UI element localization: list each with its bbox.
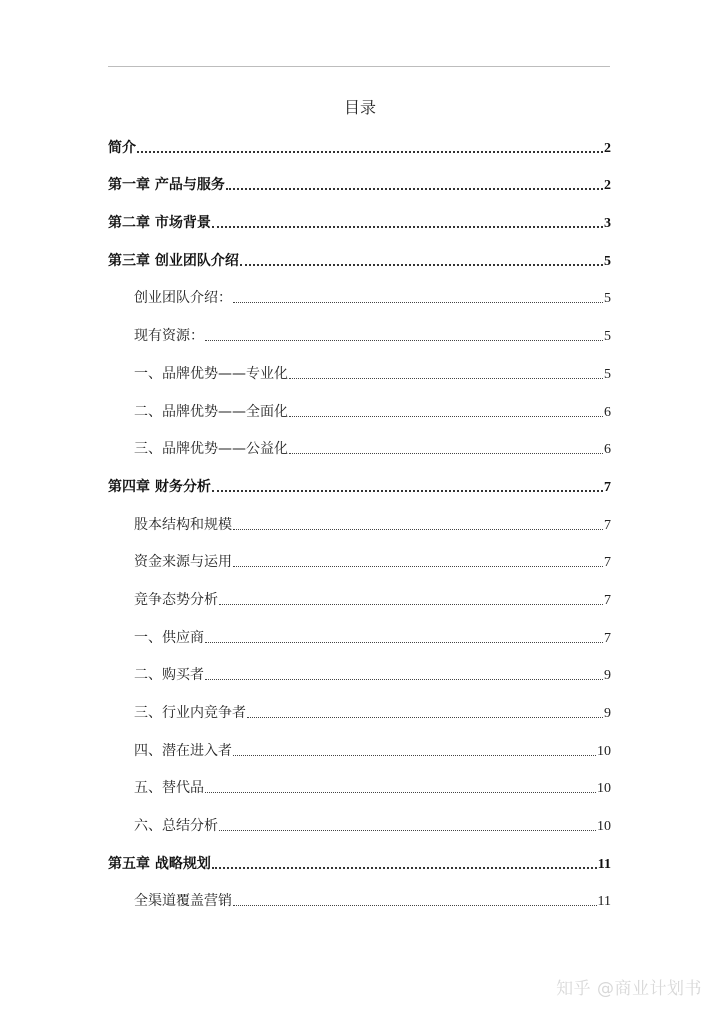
- toc-page-number: 7: [604, 517, 611, 533]
- toc-entry-omnichannel[interactable]: [108, 879, 611, 917]
- toc-entry-competitors[interactable]: [108, 690, 611, 728]
- table-of-contents: [108, 125, 611, 916]
- dot-leader: [219, 830, 596, 831]
- dot-leader: [233, 529, 603, 530]
- toc-entry-summary[interactable]: [108, 803, 611, 841]
- toc-entry-label: 第二章 市场背景: [108, 215, 211, 232]
- toc-entry-substitutes[interactable]: [108, 766, 611, 804]
- toc-entry-label: 创业团队介绍：: [134, 290, 232, 307]
- dot-leader: [233, 905, 597, 906]
- dot-leader: [205, 679, 603, 680]
- toc-entry-equity-structure[interactable]: [108, 502, 611, 540]
- toc-entry-suppliers[interactable]: [108, 615, 611, 653]
- dot-leader: [233, 302, 603, 303]
- toc-entry-chapter-3[interactable]: [108, 238, 611, 276]
- toc-page-number: 3: [604, 216, 611, 232]
- dot-leader: [212, 867, 597, 869]
- toc-entry-label: 竞争态势分析: [134, 591, 218, 608]
- toc-page-number: 9: [604, 668, 611, 684]
- toc-entry-brand-professional[interactable]: [108, 351, 611, 389]
- toc-entry-intro[interactable]: [108, 125, 611, 163]
- dot-leader: [205, 340, 603, 341]
- toc-entry-chapter-4[interactable]: [108, 464, 611, 502]
- toc-entry-buyers[interactable]: [108, 653, 611, 691]
- toc-entry-competition[interactable]: [108, 577, 611, 615]
- dot-leader: [289, 378, 603, 379]
- toc-page-number: 5: [604, 291, 611, 307]
- toc-page-number: 10: [597, 743, 611, 759]
- toc-page-number: 5: [604, 329, 611, 345]
- dot-leader: [247, 717, 603, 718]
- toc-entry-label: 现有资源：: [134, 328, 204, 345]
- toc-page-number: 10: [597, 781, 611, 797]
- toc-page-number: 7: [604, 555, 611, 571]
- toc-entry-label: 三、品牌优势——公益化: [134, 441, 288, 458]
- toc-entry-label: 二、品牌优势——全面化: [134, 403, 288, 420]
- toc-page-number: 6: [604, 442, 611, 458]
- toc-entry-label: 三、行业内竞争者: [134, 705, 246, 721]
- toc-entry-new-entrants[interactable]: [108, 728, 611, 766]
- dot-leader: [240, 264, 603, 266]
- toc-entry-chapter-1[interactable]: [108, 163, 611, 201]
- toc-entry-label: 股本结构和规模: [134, 516, 232, 533]
- toc-entry-brand-comprehensive[interactable]: [108, 389, 611, 427]
- toc-title: 目录: [343, 98, 376, 117]
- toc-page-number: 11: [597, 856, 611, 872]
- toc-entry-label: 一、品牌优势——专业化: [134, 365, 288, 382]
- toc-entry-label: 全渠道覆盖营销: [134, 893, 232, 910]
- dot-leader: [205, 792, 596, 793]
- toc-page-number: 6: [604, 404, 611, 420]
- toc-entry-team-intro[interactable]: [108, 276, 611, 314]
- dot-leader: [233, 566, 603, 567]
- dot-leader: [219, 604, 603, 605]
- toc-page-number: 7: [604, 479, 611, 495]
- toc-entry-chapter-2[interactable]: [108, 200, 611, 238]
- toc-entry-label: 第五章 战略规划: [108, 855, 211, 872]
- dot-leader: [205, 642, 603, 643]
- dot-leader: [212, 226, 603, 228]
- toc-entry-label: 第一章 产品与服务: [108, 177, 225, 194]
- toc-page-number: 2: [604, 178, 611, 194]
- dot-leader: [233, 755, 596, 756]
- watermark: 知乎 @商业计划书: [556, 979, 702, 999]
- toc-entry-funding[interactable]: [108, 540, 611, 578]
- toc-page-number: 7: [604, 630, 611, 646]
- toc-page-number: 11: [597, 894, 611, 910]
- toc-entry-existing-resources[interactable]: [108, 313, 611, 351]
- toc-page-number: 9: [604, 706, 611, 721]
- toc-page-number: 5: [604, 253, 611, 269]
- toc-entry-label: 五、替代品: [134, 780, 204, 797]
- dot-leader: [212, 490, 603, 492]
- toc-entry-label: 简介: [108, 139, 136, 156]
- dot-leader: [289, 453, 603, 454]
- toc-page-number: 5: [604, 366, 611, 382]
- toc-page-number: 2: [604, 140, 611, 156]
- toc-entry-label: 第三章 创业团队介绍: [108, 252, 239, 269]
- toc-entry-label: 四、潜在进入者: [134, 742, 232, 759]
- toc-page-number: 7: [604, 592, 611, 608]
- toc-entry-label: 资金来源与运用: [134, 554, 232, 571]
- dot-leader: [289, 416, 603, 417]
- dot-leader: [226, 188, 603, 190]
- header-rule: [108, 66, 610, 67]
- dot-leader: [137, 151, 603, 153]
- toc-entry-label: 第四章 财务分析: [108, 478, 211, 495]
- toc-page-number: 10: [597, 819, 611, 835]
- toc-entry-label: 六、总结分析: [134, 818, 218, 835]
- toc-entry-chapter-5[interactable]: [108, 841, 611, 879]
- toc-entry-brand-public-welfare[interactable]: [108, 427, 611, 465]
- toc-entry-label: 一、供应商: [134, 629, 204, 646]
- toc-entry-label: 二、购买者: [134, 667, 204, 684]
